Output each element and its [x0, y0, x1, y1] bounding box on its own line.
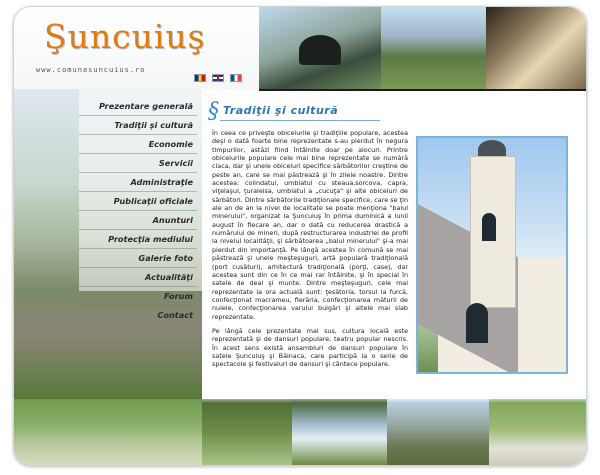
footer-photo-cliff [387, 399, 489, 465]
page-frame [13, 6, 587, 466]
content-paragraph-2: Pe lângă cele prezentate mai sus, cultura locală este reprezentată şi de dansuri populare, teatru popular nescris. În acest sens există ansambluri de dansuri populare în satele Şuncuiuş şi Bălnaca, care participă la o serie de spectacole şi festivaluri de dansuri şi cântece populare. [212, 327, 408, 369]
nav-item-publicatii[interactable]: Publicaţii oficiale [79, 192, 197, 211]
nav-item-prezentare[interactable]: Prezentare generală [79, 97, 197, 116]
footer-photo-forest [14, 399, 202, 465]
nav-item-protectia-mediului[interactable]: Protecţia mediului [79, 230, 197, 249]
title-underline [220, 120, 380, 121]
footer-fade [202, 395, 586, 403]
main-content [202, 91, 586, 395]
nav-item-administratie[interactable]: Administraţie [79, 173, 197, 192]
content-paragraph-1: În ceea ce priveşte obiceiurile şi tradiţiile populare, acestea deşi o dată foarte bine reprezentate s-au pierdut în negura timpurilor, astăzi fiind întâlnite doar pe alocuri. Printre obiceiurile populare cele mai bine reprezentate se numără claca, dar şi unele obiceiuri specifice sărbătorilor creştine de peste an, care se mai păstrează şi în zilele noastre. Dintre acestea: colindatul, umblatul cu steaua,sorcova, capra, viţelaşul, ţuraleisa, umblatul a „cucuţa" şi alte obiceiuri de sărbători. Dintre sărbătorile tradiţionale specifice, care se ţin ale an de an la nivel de localitate se poate menţiona "balul minerului", organizat la Şuncuiuş în prima duminică a lunii august în fiecare an, dar o dată cu reducerea drastică a numărului de mineri, după restructurarea industriei de profil la nivelul localităţii, şi sărbătoarea „balul minerului" şi-a mai pierdut din importanţă. Pe lângă acestea în comună se mai păstrează şi unele meşteşuguri, artă populară tradiţională (port cusături), arhitectură tradiţională (porţi, case), dar acestea sunt din ce în ce mai rar întâlnite, şi în special în satele de deal şi munte. Dintre meşteşuguri, cele mai reprezentate la ora actuală sunt: ţesătoria, torsul la furcă, confecţionat macrameu, fierăria, confecţionarea măturii de nuiele, confecţionarea varului bulgări şi altele mai slab reprezentate. [212, 129, 408, 321]
header-photo-river-valley [381, 7, 486, 89]
church-window [466, 303, 488, 343]
french-flag-icon[interactable] [230, 74, 242, 82]
nav-item-traditii[interactable]: Tradiţii şi cultură [79, 116, 197, 135]
header-photo-cave [259, 7, 381, 89]
page-title: Tradiţii şi cultură [223, 104, 339, 117]
section-marker-icon: § [208, 99, 219, 124]
nav-item-galerie-foto[interactable]: Galerie foto [79, 249, 197, 268]
nav-item-forum[interactable]: Forum [79, 287, 197, 306]
nav-item-economie[interactable]: Economie [79, 135, 197, 154]
nav-item-servicii[interactable]: Servicii [79, 154, 197, 173]
main-navigation [79, 97, 197, 325]
nav-item-contact[interactable]: Contact [79, 306, 197, 325]
church-photo [416, 136, 568, 374]
romanian-flag-icon[interactable] [194, 74, 206, 82]
header-photo-stalactites [486, 7, 586, 89]
footer-photo-waterfall [202, 399, 292, 465]
english-flag-icon[interactable] [212, 74, 224, 82]
site-url: www.comunasuncuius.ro [36, 66, 146, 74]
nav-item-anunturi[interactable]: Anunturi [79, 211, 197, 230]
nav-item-actualitati[interactable]: Actualităţi [79, 268, 197, 287]
church-tower-window [482, 213, 496, 241]
site-logo[interactable]: Şuncuiuş [44, 17, 206, 56]
cave-entrance [299, 35, 341, 65]
footer-photo-road [489, 399, 586, 465]
language-flags [194, 74, 242, 82]
footer-photo-rocks [292, 399, 387, 465]
header-logo-area [14, 7, 259, 89]
